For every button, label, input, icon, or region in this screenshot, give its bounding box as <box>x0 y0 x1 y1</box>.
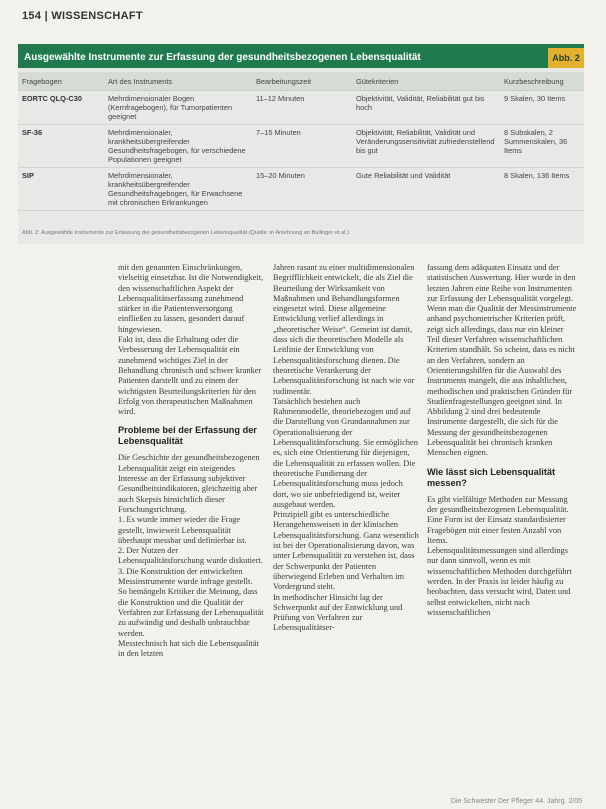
paragraph: Prinzipiell gibt es unterschiedliche Herangehensweisen in der klinischen Lebensqualitätsforschung. Ganz wesentlich ist bei der Operationalisierung davon, was unter Lebensqualität zu verstehen ist, dass der Schwerpunkt der Patienten überwiegend Erleben und Verhalten im Vordergrund steht. <box>273 510 419 592</box>
figure-box <box>18 44 584 244</box>
paragraph: In methodischer Hinsicht lag der Schwerpunkt auf der Entwicklung und Prüfung von Verfahren zur Lebensqualitätser- <box>273 592 403 633</box>
page-footer: Die Schwester Der Pfleger 44. Jahrg. 2/05 <box>450 798 582 805</box>
cell-guete: Objektivität, Reliabilität, Validität und Veränderungssensitivität zufriedenstellend bis gut <box>352 125 500 168</box>
paragraph: 3. Die Konstruktion der entwickelten Messinstrumente wurde infrage gestellt. <box>118 566 253 587</box>
cell-kurz: 8 Skalen, 136 Items <box>500 168 584 211</box>
cell-zeit: 15–20 Minuten <box>252 168 352 211</box>
text-column-2 <box>273 263 419 634</box>
cell-art: Mehrdimensionaler Bogen (Kernfragebogen), für Tumorpatienten geeignet <box>104 91 252 125</box>
table-row <box>18 125 584 168</box>
paragraph: Es gibt vielfältige Methoden zur Messung der gesundheitsbezogenen Lebensqualität. Eine Form ist der Einsatz standardisierter Fragebögen mit einer festen Anzahl von Items. <box>427 494 569 545</box>
table-header-row <box>18 72 584 91</box>
paragraph: So bemängeln Kritiker die Meinung, dass die Konstruktion und die Qualität der Verfahren zur Erfassung der Lebensqualität zu aufwändig und deshalb unbrauchbar werden. <box>118 587 264 638</box>
cell-guete: Gute Reliabilität und Validität <box>352 168 500 211</box>
cell-guete: Objektivität, Validität, Reliabilität gut bis hoch <box>352 91 500 125</box>
paragraph: Die Geschichte der gesundheitsbezogenen Lebensqualität zeigt ein steigendes Interesse an der Erfassung subjektiver Gesundheitsindikatoren, gleichzeitig aber auch Skepsis hinsichtlich dieser Forschungsrichtung. <box>118 453 260 514</box>
text-column-1 <box>118 263 264 659</box>
cell-zeit: 11–12 Minuten <box>252 91 352 125</box>
figure-label: Abb. 2 <box>548 48 584 68</box>
section-heading: Wie lässt sich Lebensqualität messen? <box>427 466 556 488</box>
section-heading: Probleme bei der Erfassung der Lebensqualität <box>118 425 257 447</box>
table-row <box>18 91 584 125</box>
running-head: 154 | WISSENSCHAFT <box>22 10 143 22</box>
figure-title: Ausgewählte Instrumente zur Erfassung der gesundheitsbezogenen Lebensqualität <box>24 52 421 63</box>
paragraph: Jahren rasant zu einer multidimensionalen Begrifflichkeit entwickelt, die als Ziel die Beurteilung der Wirksamkeit von Maßnahmen und Behandlungsformen eingesetzt wird. Diese allgemeine Entwicklung verlief allerdings in „theoretischer Weise“. Gemeint ist damit, dass sich die theoretischen Modelle als Leitlinie der Entwicklung von Lebensqualitätsforschung dienen. Die theoretische Verankerung der Lebensqualitätsforschung ist nach wie vor rudimentär. <box>273 263 415 396</box>
instrument-table <box>18 72 584 211</box>
cell-instrument: SF-36 <box>18 125 104 168</box>
paragraph: Lebensqualitätsmessungen sind allerdings nur dann sinnvoll, wenn es mit wissenschaftlichen Methoden durchgeführt werden. In der Praxis ist leider häufig zu beobachten, dass versucht wird, Daten und selbst entwickelten, nicht nach wissenschaftlichen <box>427 546 572 617</box>
paragraph: Messtechnisch hat sich die Lebensqualität in den letzten <box>118 638 259 659</box>
cell-art: Mehrdimensionaler, krankheitsübergreifender Gesundheitsfragebogen, für Erwachsene mit chronischen Erkrankungen <box>104 168 252 211</box>
cell-instrument: SIP <box>18 168 104 211</box>
paragraph: Fakt ist, dass die Erhaltung oder die Verbesserung der Lebensqualität ein zunehmend wichtiges Ziel in der Behandlung chronisch und schwer kranker Patienten darstellt und zu einem der wichtigsten Beurteilungskriterien für den Erfolg von therapeutischen Maßnahmen wird. <box>118 335 262 417</box>
cell-art: Mehrdimensionaler, krankheitsübergreifender Gesundheitsfragebogen, für verschiedene Populationen geeignet <box>104 125 252 168</box>
paragraph: mit den genannten Einschränkungen, vielseitig einsetzbar. Ist die Notwendigkeit, den wissenschaftlichen Aspekt der Lebensqualitätserfassung zunehmend stärker in die Patientenversorgung einfließen zu lassen, gesondert darauf hingewiesen. <box>118 263 264 334</box>
cell-kurz: 9 Skalen, 30 Items <box>500 91 584 125</box>
header-zeit: Bearbeitungszeit <box>252 72 352 91</box>
cell-zeit: 7–15 Minuten <box>252 125 352 168</box>
table-row <box>18 168 584 211</box>
paragraph: 2. Der Nutzen der Lebensqualitätsforschung wurde diskutiert. <box>118 546 263 566</box>
paragraph: Tatsächlich bestehen auch Rahmenmodelle, theoriebezogen und auf die Darstellung von Grundannahmen zur Operationalisierung der Lebensqualitätsforschung. Sie ermöglichen es, sich eine Orientierung für diejenigen, die Lebensqualität zu erfassen wollen. Die theoretische Fundierung der Lebensqualitätsforschung muss jedoch dort, wo sie unbefriedigend ist, weiter ausgebaut werden. <box>273 396 418 509</box>
header-guete: Gütekriterien <box>352 72 500 91</box>
header-fragebogen: Fragebogen <box>18 72 104 91</box>
cell-instrument: EORTC QLQ-C30 <box>18 91 104 125</box>
text-column-3 <box>427 263 577 618</box>
paragraph: fassung dem adäquaten Einsatz und der statistischen Auswertung. Hier wurde in den letzten Jahren eine Reihe von Instrumenten zur Erfassung der Lebensqualität vorgelegt. Wenn man die Qualität der Messinstrumente anhand psychometrischer Kriterien prüft, zeigt sich allerdings, dass nur ein kleiner Teil dieser Verfahren wissenschaftlichen Kriterien standhält. So scheint, dass es nicht an den Verfahren, sondern an Orientierungshilfen für die Auswahl des Instruments mangelt, die aus inhaltlichen, methodischen und praktischen Gründen für Studienfragestellungen geeignet sind. In Abbildung 2 sind drei bedeutende Instrumente dargestellt, die sich für die Messung der gesundheitsbezogenen Lebensqualität bei chronisch kranken Menschen eignen. <box>427 263 577 458</box>
header-art: Art des Instruments <box>104 72 252 91</box>
figure-title-bar <box>18 48 584 68</box>
paragraph: 1. Es wurde immer wieder die Frage gestellt, inwieweit Lebensqualität überhaupt messbar und definierbar ist. <box>118 515 247 545</box>
figure-caption: Abb. 2: Ausgewählte Instrumente zur Erfassung der gesundheitsbezogenen Lebensqualität (Quelle: in Anlehnung an Bullinger et al.) <box>22 230 349 236</box>
cell-kurz: 8 Subskalen, 2 Summenskalen, 36 Items <box>500 125 584 168</box>
header-kurz: Kurzbeschreibung <box>500 72 584 91</box>
